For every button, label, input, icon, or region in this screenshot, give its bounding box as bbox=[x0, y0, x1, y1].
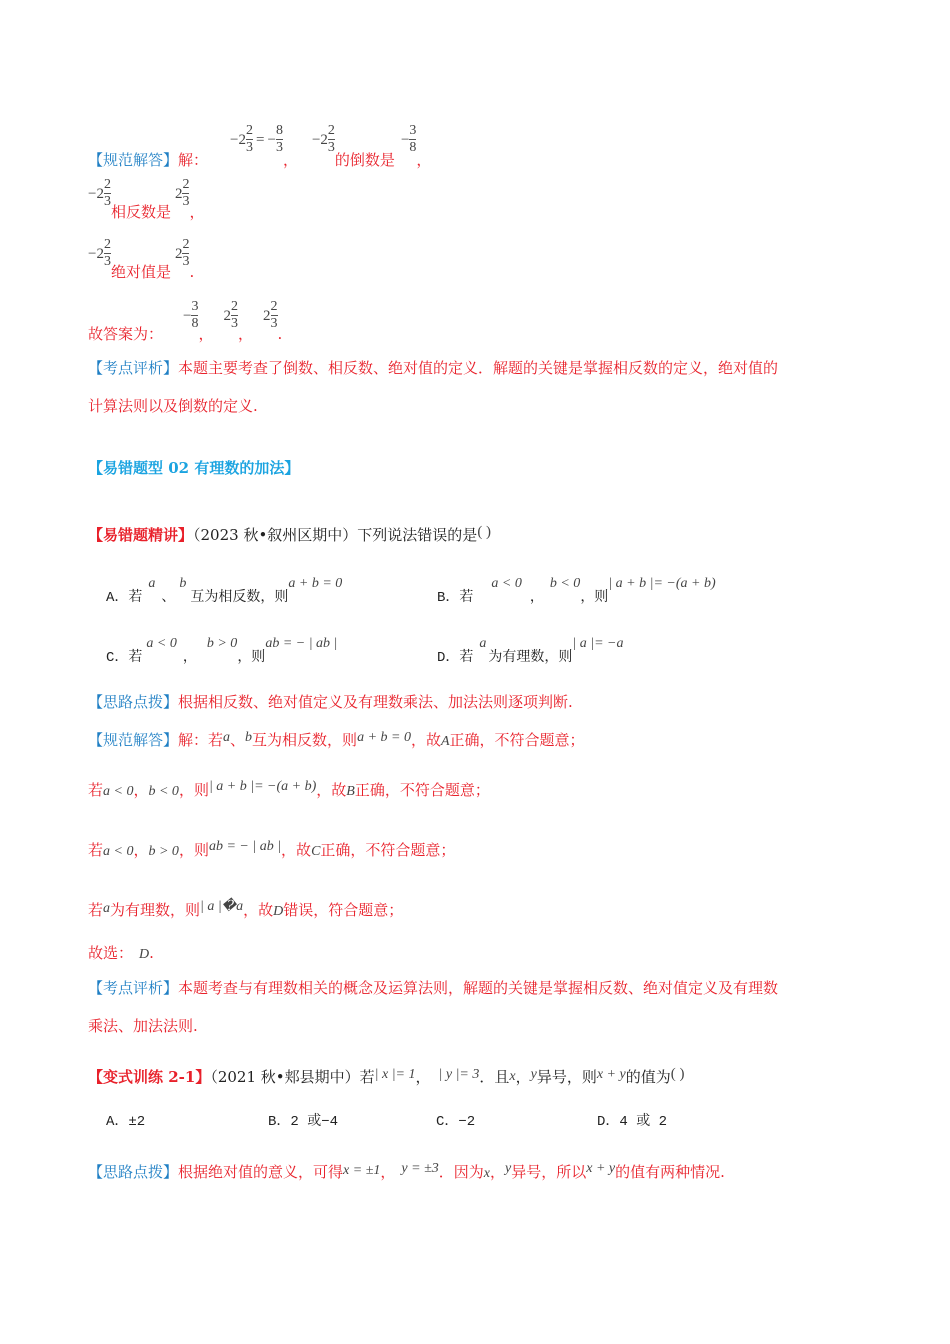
review-block-2: 【考点评析】本题考查与有理数相关的概念及运算法则，解题的关键是掌握相反数、绝对值定义及有理数 bbox=[88, 979, 779, 997]
fraction: $\frac{2}{3}$ bbox=[231, 299, 238, 331]
choice-line: 故选： D. bbox=[88, 944, 154, 962]
solution-line-3: 若a < 0，b > 0，则ab = − | ab |，故C正确，不符合题意； bbox=[88, 839, 456, 859]
review-block-2-line2: 乘法、加法法则. bbox=[88, 1017, 198, 1035]
review-label: 【考点评析】 bbox=[88, 359, 179, 377]
variant-option-a[interactable]: A．±2 bbox=[106, 1114, 146, 1130]
fraction-result: − $\frac{3}{8}$ bbox=[183, 299, 199, 331]
fraction: $\frac{2}{3}$ bbox=[182, 177, 190, 209]
fraction: $\frac{3}{8}$ bbox=[191, 299, 199, 331]
fraction: $\frac{2}{3}$ bbox=[246, 123, 253, 155]
variant-question: 【变式训练 2-1】（2021 秋•郏县期中）若| x |= 1， | y |= 3．且x，y异号，则x + y的值为( ) bbox=[88, 1066, 685, 1086]
mixed-number: 2 $\frac{2}{3}$ bbox=[174, 177, 190, 209]
mixed-eq: −2 $\frac{2}{3}$ = − $\frac{8}{3}$ bbox=[230, 123, 283, 155]
solution-line-4: 若a为有理数，则| a |�a，故D错误，符合题意； bbox=[88, 899, 404, 919]
option-b[interactable]: B．若a < 0，b < 0，则| a + b |= −(a + b) bbox=[437, 576, 716, 606]
option-a[interactable]: A．若a、b互为相反数，则a + b = 0 bbox=[106, 576, 343, 606]
answer-line-3: −2 $\frac{2}{3}$ 绝对值是 2 $\frac{2}{3}$ . bbox=[88, 237, 195, 281]
mixed-number: −2 $\frac{2}{3}$ bbox=[311, 123, 335, 155]
variant-option-b[interactable]: B．2 或−4 bbox=[268, 1114, 339, 1130]
fraction: $\frac{8}{3}$ bbox=[275, 123, 283, 155]
answer-line-2: −2 $\frac{2}{3}$ 相反数是 2 $\frac{2}{3}$ ， bbox=[88, 177, 205, 221]
section-heading: 【易错题型 02 有理数的加法】 bbox=[88, 459, 300, 477]
mixed-number: 2 $\frac{2}{3}$ bbox=[223, 299, 238, 331]
variant-option-d[interactable]: D．4 或 2 bbox=[597, 1114, 668, 1130]
fraction: $\frac{2}{3}$ bbox=[182, 237, 190, 269]
fraction: $\frac{3}{8}$ bbox=[409, 123, 417, 155]
answer-line-1: 【规范解答】 解： −2 $\frac{2}{3}$ = − $\frac{8}{3}$ ， −2 $\frac{2}{3}$ 的倒数是 − $\frac{3}{8}$ ， bbox=[88, 123, 432, 169]
answer-paren: ( ) bbox=[477, 524, 492, 540]
option-d[interactable]: D．若a为有理数，则| a |= −a bbox=[437, 636, 624, 666]
fraction: $\frac{2}{3}$ bbox=[103, 177, 111, 209]
fraction: $\frac{2}{3}$ bbox=[327, 123, 335, 155]
answer-label: 【规范解答】 bbox=[88, 151, 179, 169]
mixed-number: −2 $\frac{2}{3}$ bbox=[88, 177, 111, 209]
fraction: $\frac{2}{3}$ bbox=[103, 237, 111, 269]
variant-option-c[interactable]: C．−2 bbox=[436, 1114, 476, 1130]
example-question: 【易错题精讲】（2023 秋•叙州区期中）下列说法错误的是( ) bbox=[88, 524, 492, 544]
fraction: $\frac{2}{3}$ bbox=[270, 299, 278, 331]
option-c[interactable]: C．若a < 0，b > 0，则ab = − | ab | bbox=[106, 636, 338, 666]
example-label: 【易错题精讲】 bbox=[88, 526, 194, 544]
review-block-1-line2: 计算法则以及倒数的定义. bbox=[88, 397, 258, 415]
mixed-number: 2 $\frac{2}{3}$ bbox=[174, 237, 190, 269]
solution-line-2: 若a < 0，b < 0，则| a + b |= −(a + b)，故B正确，不符合题意； bbox=[88, 779, 490, 799]
final-answer-line: 故答案为： − $\frac{3}{8}$ ， 2 $\frac{2}{3}$ ， 2 $\frac{2}{3}$ . bbox=[88, 299, 283, 343]
mixed-number: 2 $\frac{2}{3}$ bbox=[263, 299, 278, 331]
mixed-number: −2 $\frac{2}{3}$ bbox=[88, 237, 111, 269]
review-block-1: 【考点评析】本题主要考查了倒数、相反数、绝对值的定义．解题的关键是掌握相反数的定义，绝对值的 bbox=[88, 359, 779, 377]
answer-lead: 解： bbox=[178, 151, 209, 169]
hint-line: 【思路点拨】根据相反数、绝对值定义及有理数乘法、加法法则逐项判断. bbox=[88, 693, 573, 711]
solution-line-1: 【规范解答】解：若a、b互为相反数，则a + b = 0，故A正确，不符合题意； bbox=[88, 730, 585, 749]
variant-hint: 【思路点拨】根据绝对值的意义，可得x = ±1， y = ±3．因为x，y异号，所以x + y的值有两种情况. bbox=[88, 1161, 725, 1181]
fraction-result: − $\frac{3}{8}$ bbox=[400, 123, 417, 155]
